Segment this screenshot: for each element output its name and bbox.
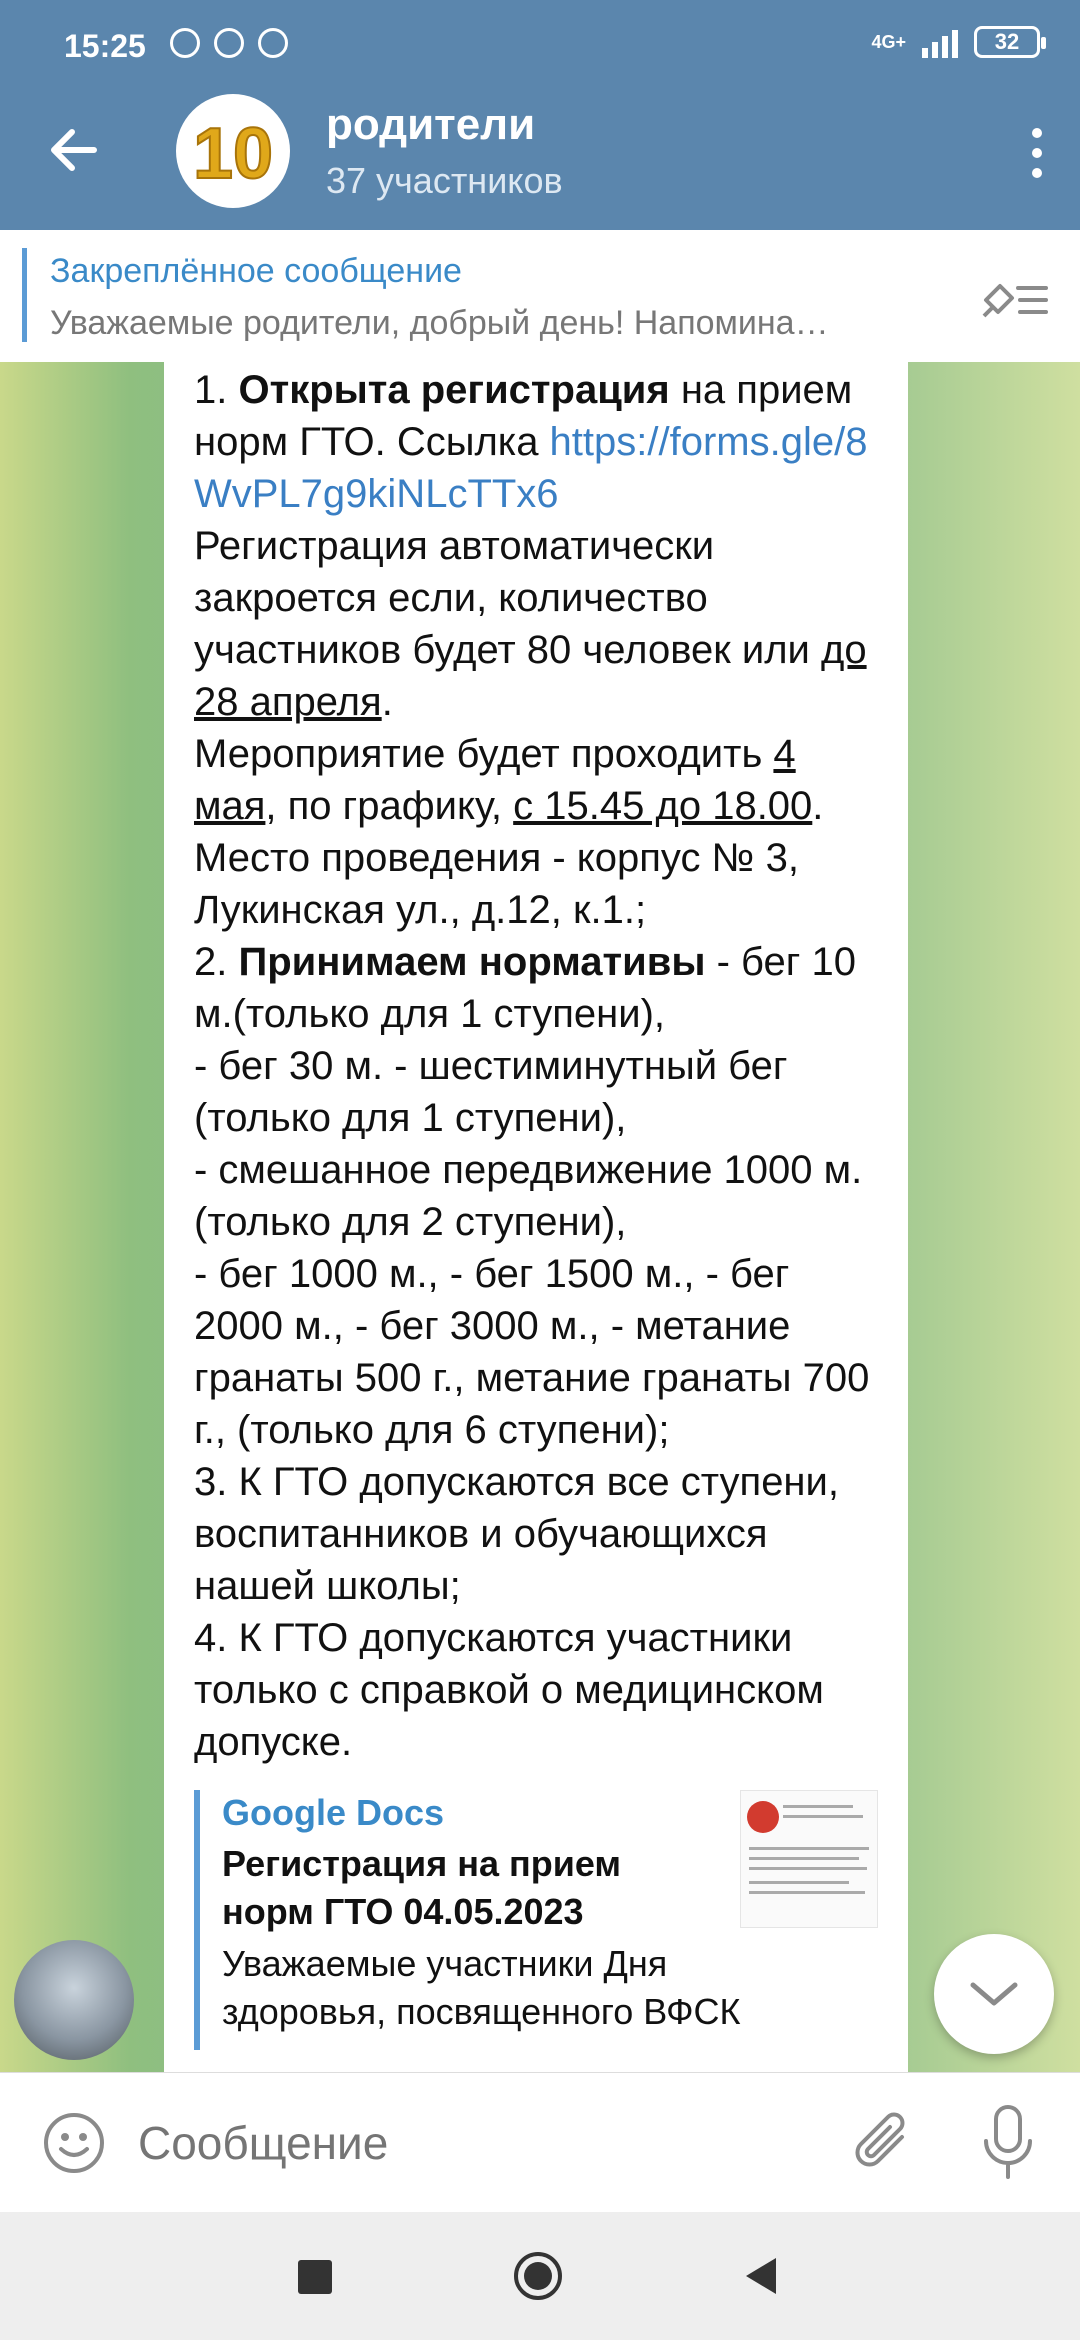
status-right [871,26,1040,58]
preview-title: Регистрация на прием норм ГТО 04.05.2023 [222,1843,622,1932]
battery-icon [974,26,1040,58]
pinned-message[interactable] [0,230,1080,363]
group-avatar[interactable] [176,94,290,208]
pinned-text: Уважаемые родители, добрый день! Напомина… [50,304,829,342]
clock-icon [258,28,288,58]
status-icons [170,28,288,58]
pinned-list-icon[interactable] [980,270,1050,326]
bold-norms: Принимаем нормативы [238,940,706,984]
network-type: 4G+ [871,32,906,52]
message-input[interactable] [138,2111,778,2175]
deadline-date: до 28 апреля [194,628,867,724]
members-count: 37 участников [326,160,563,201]
registration-link[interactable]: https://forms.gle/8WvPL7g9kiNLcTTx6 [194,420,868,516]
home-button[interactable] [512,2250,564,2302]
gto-logo-icon [747,1801,779,1833]
system-nav-bar [0,2212,1080,2340]
attach-icon[interactable] [850,2107,916,2179]
status-time: 15:25 [64,28,146,64]
bold-registration: Открыта регистрация [238,368,670,412]
alarm-icon [170,28,200,58]
message-bubble[interactable] [164,362,908,2072]
sender-avatar[interactable] [14,1940,134,2060]
chat-notification-icon [214,28,244,58]
emoji-icon[interactable] [42,2111,106,2175]
message-text: 1. Открыта регистрация на прием норм ГТО. Ссылка https://forms.gle/8WvPL7g9kiNLcTTx6 Регистрация автоматически закроется если, количество участников будет 80 человек или до 28 апреля. Мероприятие будет проходить 4 мая, по графику, с 15.45 до 18.00. Место проведения - корпус № 3, Лукинская ул., д.12, к.1.; 2. Принимаем нормативы - бег 10 м.(только для 1 ступени), - бег 30 м. - шестиминутный бег (только для 1 ступени), - смешанное передвижение 1000 м. (только для 2 ступени), - бег 1000 м., - бег 1500 м., - бег 2000 м., - бег 3000 м., - метание гранаты 500 г., метание гранаты 700 г., (только для 6 ступени); 3. К ГТО допускаются все ступени, воспитанников и обучающихся нашей школы; 4. К ГТО допускаются участники только с справкой о медицинском допуске. [194,368,870,1764]
number-ten-icon [176,94,290,208]
event-time: с 15.45 до 18.00 [513,784,813,828]
link-preview[interactable] [194,1790,878,2050]
battery-level: 32 [994,29,1020,54]
chevron-down-icon [969,1979,1019,2009]
chat-area[interactable] [0,362,1080,2072]
scroll-down-button[interactable] [934,1934,1054,2054]
nav-back-button[interactable] [742,2254,780,2298]
svg-text:10: 10 [192,114,274,194]
chat-title[interactable]: родители [326,100,536,149]
back-arrow-icon[interactable] [48,124,100,176]
microphone-icon[interactable] [980,2103,1036,2183]
preview-site: Google Docs [222,1792,445,1833]
preview-description: Уважаемые участники Дня здоровья, посвященного ВФСК [222,1943,741,2032]
preview-thumbnail [740,1790,878,1928]
more-menu-icon[interactable] [1022,128,1052,178]
chat-header [0,0,1080,230]
pinned-indicator [22,248,27,342]
recents-button[interactable] [298,2260,332,2294]
signal-icon [922,26,958,58]
pinned-title: Закреплённое сообщение [50,252,462,290]
message-input-bar [0,2072,1080,2213]
event-date: 4 мая [194,732,796,828]
